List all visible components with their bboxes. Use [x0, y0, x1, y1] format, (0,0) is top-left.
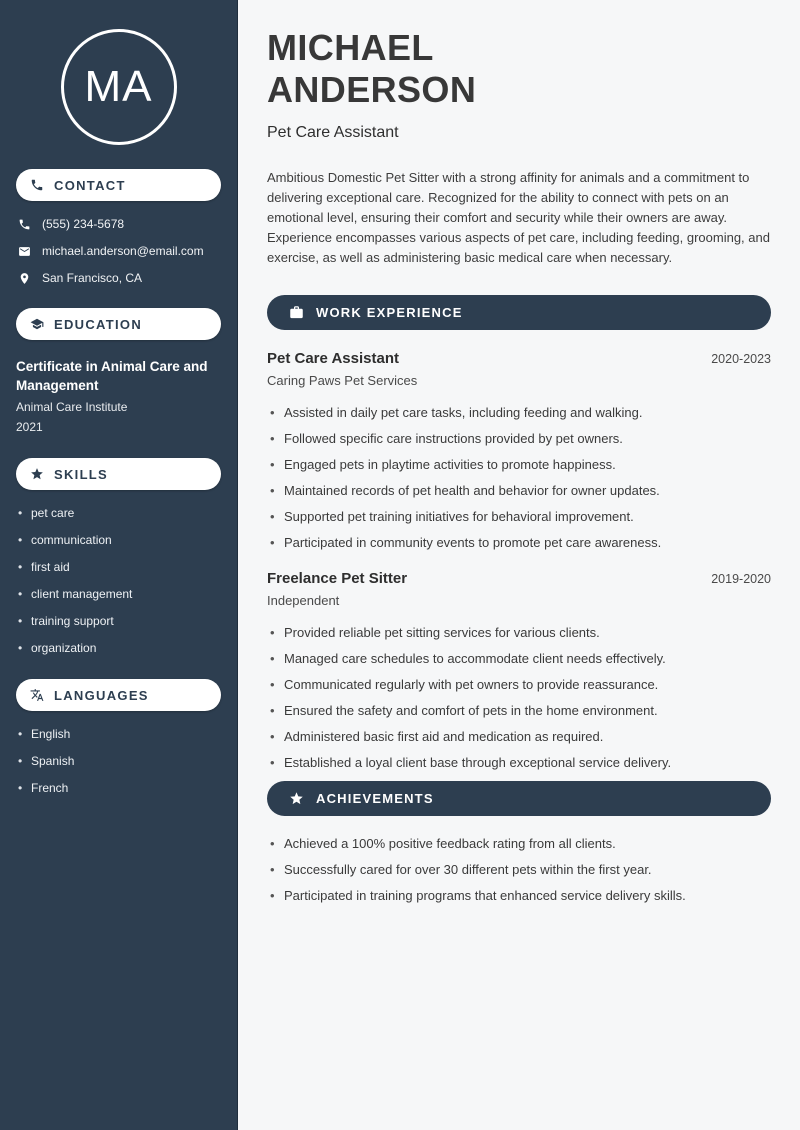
- sidebar: [0, 0, 238, 1130]
- job-bullet: • Maintained records of pet health and behavior for owner updates.: [267, 483, 771, 498]
- language-item: • Spanish: [18, 754, 221, 768]
- person-name-line1: MICHAEL: [267, 27, 434, 68]
- job-entry: [267, 350, 771, 550]
- education-degree: Certificate in Animal Care and Management: [16, 359, 208, 393]
- job-bullet: • Supported pet training initiatives for behavioral improvement.: [267, 509, 771, 524]
- education-section-header: [16, 308, 221, 340]
- phone-icon: [30, 178, 44, 192]
- job-bullet: • Provided reliable pet sitting services for various clients.: [267, 625, 771, 640]
- skill-item: • pet care: [18, 506, 221, 520]
- avatar-initials: MA: [84, 62, 153, 111]
- achievement-bullet: • Participated in training programs that enhanced service delivery skills.: [267, 888, 771, 903]
- skill-item: • communication: [18, 533, 221, 547]
- skills-list: [18, 506, 221, 655]
- job-bullet-list: [267, 625, 771, 770]
- job-title-text: Freelance Pet Sitter: [267, 570, 408, 587]
- avatar: [61, 29, 177, 145]
- person-name: [267, 27, 771, 111]
- work-experience-section-header: [267, 295, 771, 330]
- translate-icon: [30, 688, 44, 702]
- skill-item: • client management: [18, 587, 221, 601]
- job-header: [267, 570, 771, 587]
- location-pin-icon: [18, 272, 31, 285]
- job-dates: 2020-2023: [711, 352, 771, 366]
- achievements-list: [267, 836, 771, 903]
- achievements-section-header: [267, 781, 771, 816]
- achievements-section-title: ACHIEVEMENTS: [316, 791, 434, 806]
- work-experience-section-title: WORK EXPERIENCE: [316, 305, 463, 320]
- skills-section-title: SKILLS: [54, 466, 109, 482]
- star-icon: [289, 791, 304, 806]
- job-header: [267, 350, 771, 367]
- professional-summary: Ambitious Domestic Pet Sitter with a strong affinity for animals and a commitment to delivering exceptional care. Recognized for the ability to connect with pets on an emotional level, ensuring their comfort and security while their owners are away. Experience encompasses various aspects of pet care, including feeding, grooming, and exercise, as well as administering basic medical care when necessary.: [267, 170, 770, 265]
- skill-item: • organization: [18, 641, 221, 655]
- achievement-bullet: • Successfully cared for over 30 different pets within the first year.: [267, 862, 771, 877]
- job-company: Independent: [267, 593, 340, 608]
- job-bullet: • Administered basic first aid and medication as required.: [267, 729, 771, 744]
- contact-phone-row: [18, 217, 221, 231]
- email-icon: [18, 245, 31, 258]
- job-bullet-list: [267, 405, 771, 550]
- person-job-title: Pet Care Assistant: [267, 124, 399, 141]
- education-section-title: EDUCATION: [54, 316, 143, 332]
- education-school: Animal Care Institute: [16, 400, 128, 414]
- job-bullet: • Assisted in daily pet care tasks, including feeding and walking.: [267, 405, 771, 420]
- language-item: • English: [18, 727, 221, 741]
- achievement-bullet: • Achieved a 100% positive feedback rating from all clients.: [267, 836, 771, 851]
- person-name-line2: ANDERSON: [267, 69, 477, 110]
- languages-list: [18, 727, 221, 795]
- education-year: 2021: [16, 420, 43, 434]
- main-content: [238, 0, 800, 1130]
- contact-section-title: CONTACT: [54, 177, 126, 193]
- job-bullet: • Communicated regularly with pet owners to provide reassurance.: [267, 677, 771, 692]
- skill-item: • first aid: [18, 560, 221, 574]
- job-bullet: • Established a loyal client base through exceptional service delivery.: [267, 755, 771, 770]
- skills-section-header: [16, 458, 221, 490]
- job-company: Caring Paws Pet Services: [267, 373, 418, 388]
- contact-section-header: [16, 169, 221, 201]
- job-bullet: • Managed care schedules to accommodate client needs effectively.: [267, 651, 771, 666]
- job-entry: [267, 570, 771, 770]
- location-text: San Francisco, CA: [42, 271, 143, 285]
- job-dates: 2019-2020: [711, 572, 771, 586]
- education-entry: [16, 357, 221, 434]
- language-item: • French: [18, 781, 221, 795]
- job-bullet: • Followed specific care instructions provided by pet owners.: [267, 431, 771, 446]
- contact-list: [18, 217, 221, 285]
- briefcase-icon: [289, 305, 304, 320]
- languages-section-title: LANGUAGES: [54, 687, 149, 703]
- languages-section-header: [16, 679, 221, 711]
- graduation-cap-icon: [30, 317, 44, 331]
- phone-icon: [18, 218, 31, 231]
- job-bullet: • Participated in community events to promote pet care awareness.: [267, 535, 771, 550]
- star-icon: [30, 467, 44, 481]
- job-title-text: Pet Care Assistant: [267, 350, 399, 367]
- contact-location-row: [18, 271, 221, 285]
- phone-number: (555) 234-5678: [42, 217, 125, 231]
- job-bullet: • Ensured the safety and comfort of pets in the home environment.: [267, 703, 771, 718]
- email-address: michael.anderson@email.com: [42, 244, 204, 258]
- skill-item: • training support: [18, 614, 221, 628]
- contact-email-row: [18, 244, 221, 258]
- job-bullet: • Engaged pets in playtime activities to promote happiness.: [267, 457, 771, 472]
